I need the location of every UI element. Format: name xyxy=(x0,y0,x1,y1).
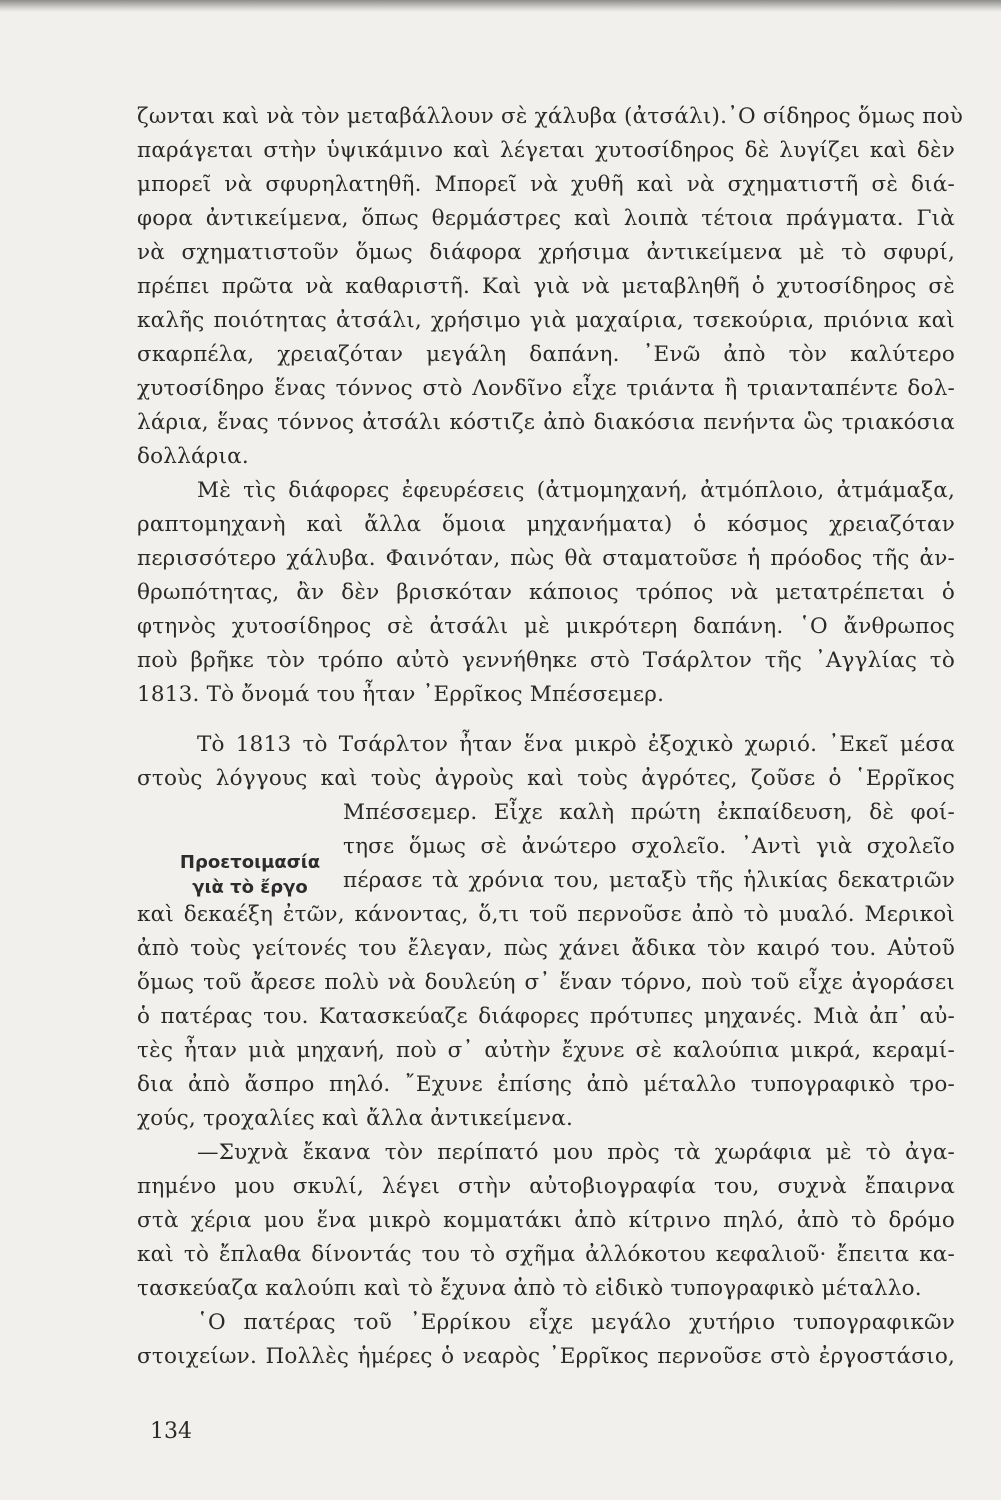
text-line: πημένο μου σκυλί, λέγει στὴν αὐτοβιογραφία του, συχνὰ ἔπαιρνα xyxy=(137,1174,955,1199)
text-line: χούς, τροχαλίες καὶ ἄλλα ἀντικείμενα. xyxy=(137,1106,574,1131)
side-heading-line: Προετοιμασία xyxy=(179,852,321,873)
paragraph-5 xyxy=(137,1306,955,1374)
text-line: καλῆς ποιότητας ἀτσάλι, χρήσιμο γιὰ μαχαίρια, τσεκούρια, πριόνια καὶ xyxy=(137,308,955,333)
text-line: σκαρπέλα, χρειαζόταν μεγάλη δαπάνη. ᾿Ενῶ ἀπὸ τὸν καλύτερο xyxy=(137,342,955,367)
text-line: δια ἀπὸ ἄσπρο πηλό. ῎Εχυνε ἐπίσης ἀπὸ μέταλλο τυπογραφικὸ τρο- xyxy=(137,1072,955,1097)
text-line: 1813. Τὸ ὄνομά του ἦταν ᾿Ερρῖκος Μπέσσεμερ. xyxy=(137,682,665,707)
text-line: —Συχνὰ ἔκανα τὸν περίπατό μου πρὸς τὰ χωράφια μὲ τὸ ἀγα- xyxy=(197,1140,955,1165)
scan-top-edge xyxy=(0,0,1001,12)
text-line: Τὸ 1813 τὸ Τσάρλτον ἦταν ἕνα μικρὸ ἐξοχικὸ χωριό. ᾿Εκεῖ μέσα xyxy=(197,732,955,757)
text-line: ῾Ο πατέρας τοῦ ᾿Ερρίκου εἶχε μεγάλο χυτήριο τυπογραφικῶν xyxy=(197,1310,955,1335)
text-line: ἀπὸ τοὺς γείτονές του ἔλεγαν, πὼς χάνει ἄδικα τὸν καιρό του. Αὐτοῦ xyxy=(137,936,955,961)
paragraph-3 xyxy=(137,728,955,796)
paragraph-3-continued xyxy=(137,898,955,1136)
paragraph-quote xyxy=(137,1136,955,1306)
text-line: παράγεται στὴν ὑψικάμινο καὶ λέγεται χυτοσίδηρος δὲ λυγίζει καὶ δὲν xyxy=(137,138,955,163)
paragraph-1 xyxy=(137,100,963,474)
text-line: λάρια, ἕνας τόννος ἀτσάλι κόστιζε ἀπὸ διακόσια πενήντα ὣς τριακόσια xyxy=(137,410,955,435)
body-text xyxy=(137,100,963,1374)
text-line: τὲς ἦταν μιὰ μηχανή, ποὺ σ᾿ αὐτὴν ἔχυνε σὲ καλούπια μικρά, κεραμί- xyxy=(137,1038,955,1063)
text-line: φτηνὸς χυτοσίδηρος σὲ ἀτσάλι μὲ μικρότερη δαπάνη. ῾Ο ἄνθρωπος xyxy=(137,614,955,639)
text-line: στοιχείων. Πολλὲς ἡμέρες ὁ νεαρὸς ᾿Ερρῖκος περνοῦσε στὸ ἐργοστάσιο, xyxy=(137,1344,955,1369)
text-line: καὶ δεκαέξη ἐτῶν, κάνοντας, ὅ,τι τοῦ περνοῦσε ἀπὸ τὸ μυαλό. Μερικοὶ xyxy=(137,902,955,927)
text-line: ζωνται καὶ νὰ τὸν μεταβάλλουν σὲ χάλυβα (ἀτσάλι).᾿Ο σίδηρος ὅμως ποὺ xyxy=(137,104,963,129)
text-line: ὅμως τοῦ ἄρεσε πολὺ νὰ δουλεύη σ᾿ ἕναν τόρνο, ποὺ τοῦ εἶχε ἀγοράσει xyxy=(137,970,955,995)
section-gap xyxy=(137,712,955,728)
text-line: ραπτομηχανὴ καὶ ἄλλα ὅμοια μηχανήματα) ὁ κόσμος χρειαζόταν xyxy=(137,512,955,537)
side-heading-line: γιὰ τὸ ἔργο xyxy=(192,877,308,898)
text-line: μπορεῖ νὰ σφυρηλατηθῆ. Μπορεῖ νὰ χυθῆ καὶ νὰ σχηματιστῆ σὲ διά- xyxy=(137,172,955,197)
text-line: φορα ἀντικείμενα, ὅπως θερμάστρες καὶ λοιπὰ τέτοια πράγματα. Γιὰ xyxy=(137,206,955,231)
text-line: νὰ σχηματιστοῦν ὅμως διάφορα χρήσιμα ἀντικείμενα μὲ τὸ σφυρί, xyxy=(137,240,955,265)
page-number: 134 xyxy=(150,1419,192,1444)
paragraph-2 xyxy=(137,474,955,712)
text-line: Μπέσσεμερ. Εἶχε καλὴ πρώτη ἐκπαίδευση, δὲ φοί- xyxy=(343,800,955,825)
text-line: θρωπότητας, ἂν δὲν βρισκόταν κάποιος τρόπος νὰ μετατρέπεται ὁ xyxy=(137,580,955,605)
text-line: τασκεύαζα καλούπι καὶ τὸ ἔχυνα ἀπὸ τὸ εἰδικὸ τυπογραφικὸ μέταλλο. xyxy=(137,1276,922,1301)
text-line: πρέπει πρῶτα νὰ καθαριστῆ. Καὶ γιὰ νὰ μεταβληθῆ ὁ χυτοσίδηρος σὲ xyxy=(137,274,955,299)
text-line: τησε ὅμως σὲ ἀνώτερο σχολεῖο. ᾿Αντὶ γιὰ σχολεῖο xyxy=(343,834,955,859)
text-line: χυτοσίδηρο ἕνας τόννος στὸ Λονδῖνο εἶχε τριάντα ἢ τριανταπέντε δολ- xyxy=(137,376,955,401)
text-line: περισσότερο χάλυβα. Φαινόταν, πὼς θὰ σταματοῦσε ἡ πρόοδος τῆς ἀν- xyxy=(137,546,955,571)
side-heading xyxy=(165,850,335,900)
text-line: δολλάρια. xyxy=(137,444,249,469)
paragraph-3-wrapped xyxy=(343,796,955,898)
text-line: καὶ τὸ ἔπλαθα δίνοντάς του τὸ σχῆμα ἀλλόκοτου κεφαλιοῦ· ἔπειτα κα- xyxy=(137,1242,955,1267)
text-line: Μὲ τὶς διάφορες ἐφευρέσεις (ἀτμομηχανή, ἀτμόπλοιο, ἀτμάμαξα, xyxy=(197,478,955,503)
text-line: ὁ πατέρας του. Κατασκεύαζε διάφορες πρότυπες μηχανές. Μιὰ ἀπ᾿ αὐ- xyxy=(137,1004,955,1029)
text-line: ποὺ βρῆκε τὸν τρόπο αὐτὸ γεννήθηκε στὸ Τσάρλτον τῆς ᾿Αγγλίας τὸ xyxy=(137,648,955,673)
text-line: στὰ χέρια μου ἕνα μικρὸ κομματάκι ἀπὸ κίτρινο πηλό, ἀπὸ τὸ δρόμο xyxy=(137,1208,955,1233)
text-line: στοὺς λόγγους καὶ τοὺς ἀγροὺς καὶ τοὺς ἀγρότες, ζοῦσε ὁ ῾Ερρῖκος xyxy=(137,766,955,791)
text-line: πέρασε τὰ χρόνια του, μεταξὺ τῆς ἡλικίας δεκατριῶν xyxy=(343,868,955,893)
